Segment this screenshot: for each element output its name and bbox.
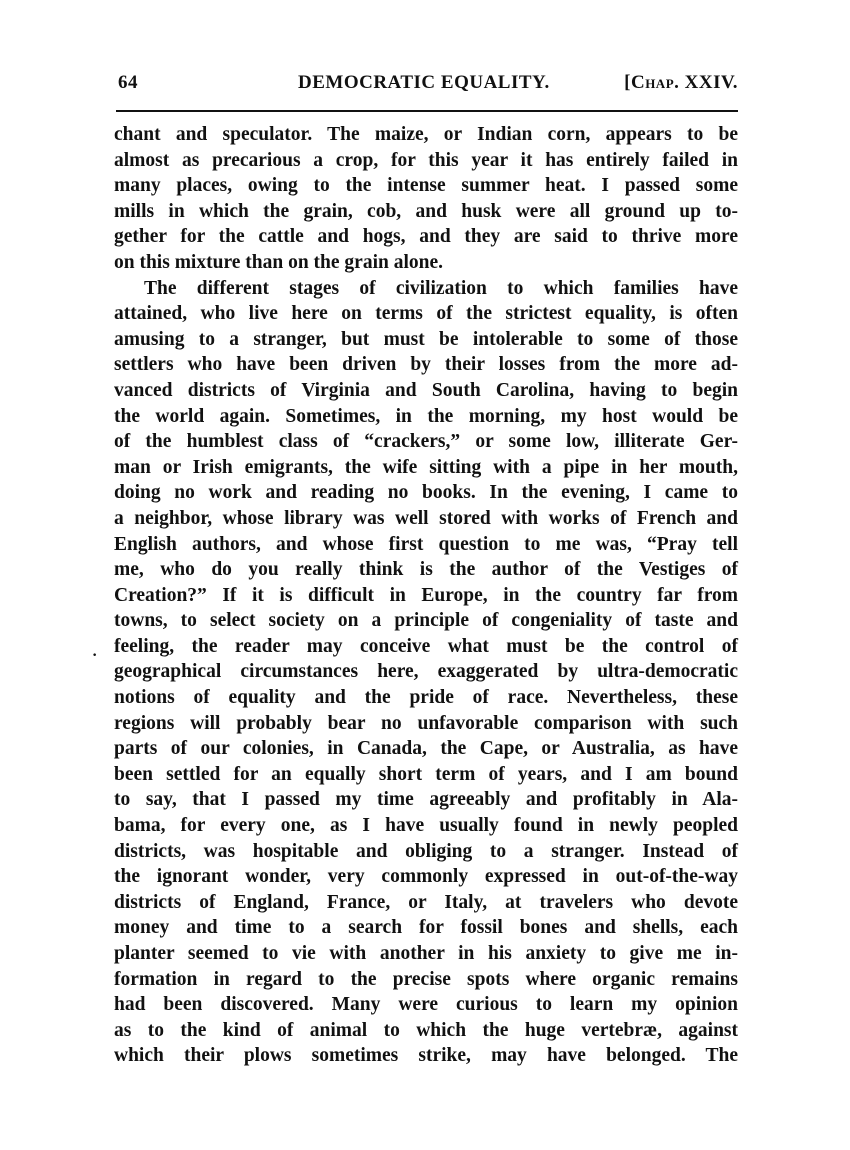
text-line: English authors, and whose first question to me was, “Pray tell: [114, 533, 738, 555]
text-line: formation in regard to the precise spots where organic remains: [114, 968, 738, 990]
text-line: almost as precarious a crop, for this year it has entirely failed in: [114, 149, 738, 171]
text-line: planter seemed to vie with another in his anxiety to give me in-: [114, 943, 738, 964]
header-rule: [116, 110, 738, 112]
text-line: been settled for an equally short term of years, and I am bound: [114, 763, 738, 785]
text-line: vanced districts of Virginia and South Carolina, having to begin: [114, 379, 738, 401]
text-line: which their plows sometimes strike, may have belonged. The: [114, 1045, 738, 1067]
text-line: geographical circumstances here, exaggerated by ultra-democratic: [114, 661, 738, 683]
text-line: mills in which the grain, cob, and husk were all ground up to-: [114, 200, 738, 222]
text-line: had been discovered. Many were curious to learn my opinion: [114, 994, 738, 1016]
text-line: attained, who live here on terms of the strictest equality, is often: [114, 303, 738, 325]
running-head: [118, 72, 738, 102]
body-text: [114, 122, 738, 1069]
text-line: the ignorant wonder, very commonly expressed in out-of-the-way: [114, 866, 738, 888]
text-line: a neighbor, whose library was well stored with works of French and: [114, 507, 738, 529]
paragraph-start-line: The different stages of civilization to which families have: [144, 277, 738, 299]
text-line: as to the kind of animal to which the huge vertebræ, against: [114, 1019, 738, 1041]
text-line: on this mixture than on the grain alone.: [114, 251, 444, 273]
text-line: districts, was hospitable and obliging to a stranger. Instead of: [114, 840, 738, 862]
chapter-reference: [Chap. XXIV.: [624, 72, 738, 93]
text-line: gether for the cattle and hogs, and they are said to thrive more: [114, 226, 738, 248]
text-line: doing no work and reading no books. In the evening, I came to: [114, 482, 738, 504]
text-line: the world again. Sometimes, in the morning, my host would be: [114, 405, 738, 427]
text-line: of the humblest class of “crackers,” or some low, illiterate Ger-: [114, 431, 738, 453]
text-line: many places, owing to the intense summer heat. I passed some: [114, 175, 738, 197]
text-line: Creation?” If it is difficult in Europe, in the country far from: [114, 584, 738, 606]
text-line: me, who do you really think is the author of the Vestiges of: [114, 559, 738, 581]
text-line: amusing to a stranger, but must be intolerable to some of those: [114, 328, 738, 350]
text-line: districts of England, France, or Italy, at travelers who devote: [114, 891, 738, 913]
page-number: 64: [118, 72, 138, 93]
text-line: man or Irish emigrants, the wife sitting with a pipe in her mouth,: [114, 456, 738, 478]
text-line: parts of our colonies, in Canada, the Cape, or Australia, as have: [114, 738, 738, 760]
text-line: to say, that I passed my time agreeably and profitably in Ala-: [114, 789, 738, 811]
text-line: towns, to select society on a principle of congeniality of taste and: [114, 610, 738, 632]
running-title: DEMOCRATIC EQUALITY.: [298, 72, 550, 93]
text-line: feeling, the reader may conceive what must be the control of: [114, 635, 738, 657]
text-line: bama, for every one, as I have usually found in newly peopled: [114, 815, 738, 837]
margin-mark: ·: [92, 647, 98, 664]
text-line: settlers who have been driven by their losses from the more ad-: [114, 354, 738, 376]
text-line: money and time to a search for fossil bones and shells, each: [114, 917, 738, 939]
text-line: regions will probably bear no unfavorable comparison with such: [114, 712, 738, 734]
text-line: chant and speculator. The maize, or Indian corn, appears to be: [114, 124, 738, 145]
text-line: notions of equality and the pride of race. Nevertheless, these: [114, 687, 738, 709]
